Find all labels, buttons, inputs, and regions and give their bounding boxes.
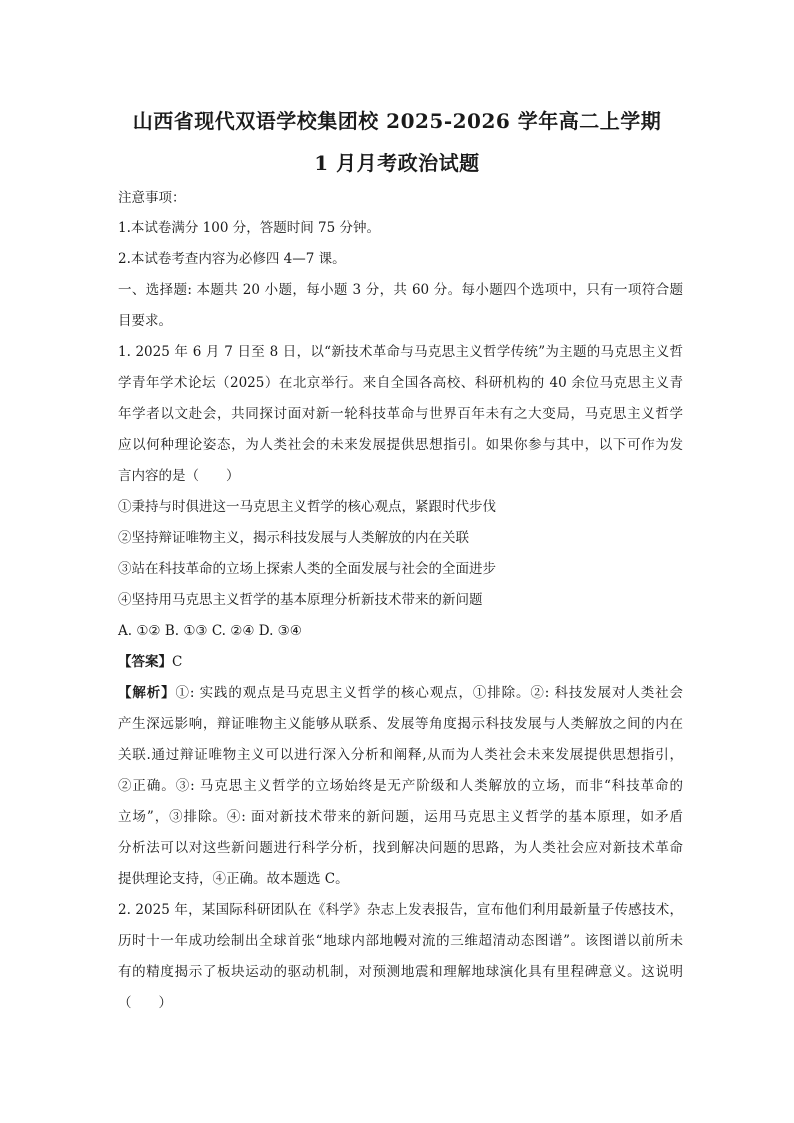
q1-statement-1: ①秉持与时俱进这一马克思主义哲学的核心观点，紧跟时代步伐 bbox=[118, 499, 496, 515]
q2-stem-line: 历时十一年成功绘制出全球首张“地球内部地幔对流的三维超清动态图谱”。该图谱以前所未 bbox=[118, 933, 683, 949]
answer-value: C bbox=[172, 654, 183, 670]
q1-stem-line: 1. 2025 年 6 月 7 日至 8 日，以“新技术革命与马克思主义哲学传统”为主题的马克思主义哲 bbox=[118, 344, 683, 360]
q1-analysis-line: 提供理论支持，④正确。故本题选 C。 bbox=[118, 871, 349, 887]
q1-analysis-line bbox=[118, 683, 683, 703]
section1-instruction: 目要求。 bbox=[118, 313, 172, 329]
answer-label: 【答案】 bbox=[118, 654, 172, 670]
section1-instruction: 一、选择题: 本题共 20 小题，每小题 3 分，共 60 分。每小题四个选项中，只有一项符合题 bbox=[118, 282, 683, 298]
q1-statement-2: ②坚持辩证唯物主义，揭示科技发展与人类解放的内在关联 bbox=[118, 530, 469, 546]
notes-heading: 注意事项： bbox=[118, 190, 186, 206]
q2-stem-line: 2. 2025 年，某国际科研团队在《科学》杂志上发表报告，宣布他们利用最新量子传感技术， bbox=[118, 902, 683, 918]
q1-stem-line: 学青年学术论坛（2025）在北京举行。来自全国各高校、科研机构的 40 余位马克思主义青 bbox=[118, 375, 683, 391]
q1-statement-3: ③站在科技革命的立场上探索人类的全面发展与社会的全面进步 bbox=[118, 561, 496, 577]
q1-statement-4: ④坚持用马克思主义哲学的基本原理分析新技术带来的新问题 bbox=[118, 592, 483, 608]
q1-stem-line: 年学者以文赴会，共同探讨面对新一轮科技革命与世界百年未有之大变局，马克思主义哲学 bbox=[118, 406, 683, 422]
q1-analysis-line: 立场”，③排除。④: 面对新技术带来的新问题，运用马克思主义哲学的基本原理，如矛盾 bbox=[118, 809, 683, 825]
q2-stem-line: 有的精度揭示了板块运动的驱动机制，对预测地震和理解地球演化具有里程碑意义。这说明 bbox=[118, 964, 683, 980]
exam-title-line1: 山西省现代双语学校集团校 2025-2026 学年高二上学期 bbox=[132, 109, 662, 133]
notes-item-1: 1.本试卷满分 100 分，答题时间 75 分钟。 bbox=[118, 220, 380, 236]
q1-analysis-line: ②正确。③: 马克思主义哲学的立场始终是无产阶级和人类解放的立场，而非“科技革命的 bbox=[118, 778, 683, 794]
q1-stem-line: 言内容的是（ ） bbox=[118, 468, 240, 484]
q1-analysis-line: 产生深远影响，辩证唯物主义能够从联系、发展等角度揭示科技发展与人类解放之间的内在 bbox=[118, 716, 683, 732]
q1-analysis-line: 关联.通过辩证唯物主义可以进行深入分析和阐释,从而为人类社会未来发展提供思想指引， bbox=[118, 747, 683, 763]
exam-title-line2: 1 月月考政治试题 bbox=[314, 151, 480, 175]
notes-item-2: 2.本试卷考查内容为必修四 4—7 课。 bbox=[118, 251, 346, 267]
analysis-label: 【解析】 bbox=[118, 685, 176, 701]
q2-stem-line: （ ） bbox=[118, 995, 172, 1011]
q1-analysis-line: 分析法可以对这些新问题进行科学分析，找到解决问题的思路，为人类社会应对新技术革命 bbox=[118, 840, 683, 856]
q1-options: A. ①② B. ①③ C. ②④ D. ③④ bbox=[118, 623, 302, 639]
q1-stem-line: 应以何种理论姿态，为人类社会的未来发展提供思想指引。如果你参与其中，以下可作为发 bbox=[118, 437, 683, 453]
q1-answer bbox=[118, 652, 683, 672]
analysis-text: ①: 实践的观点是马克思主义哲学的核心观点，①排除。②: 科技发展对人类社会 bbox=[175, 685, 684, 701]
